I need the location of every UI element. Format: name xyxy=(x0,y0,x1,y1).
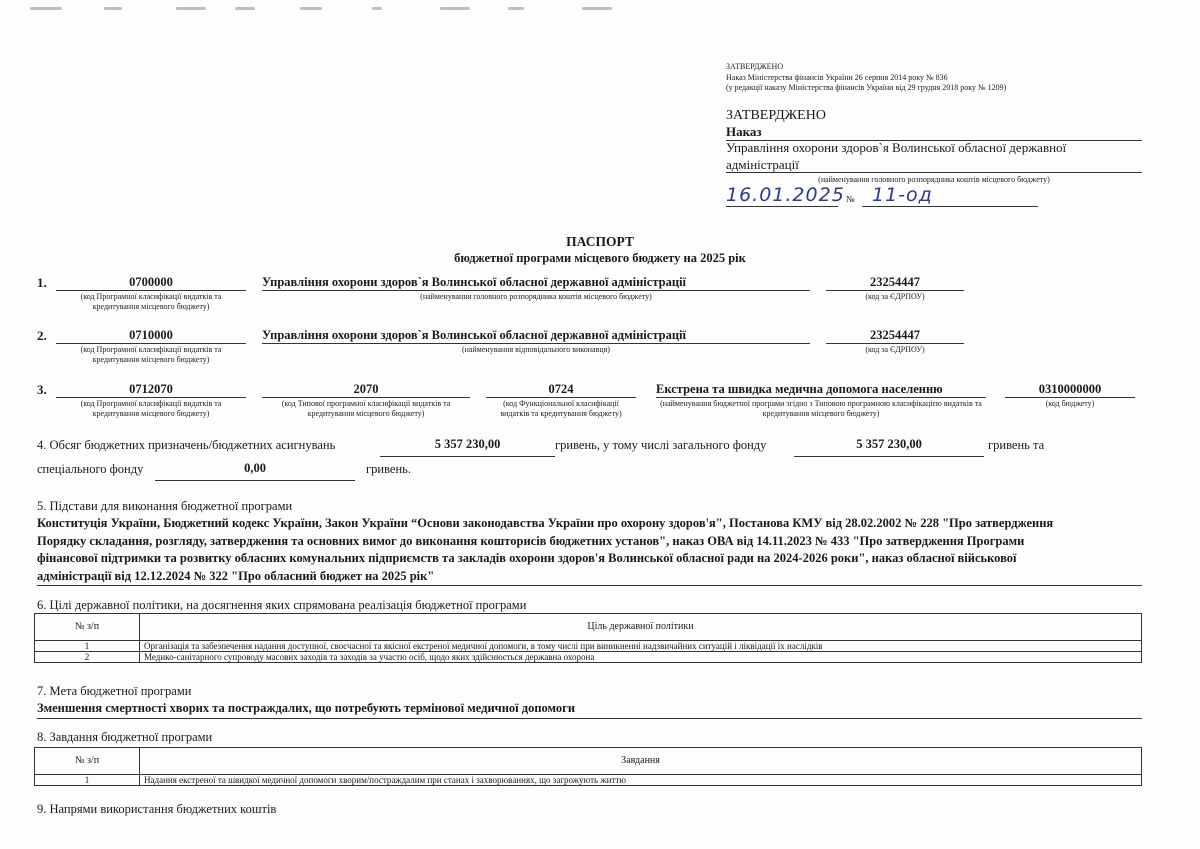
approval-header-label: ЗАТВЕРДЖЕНО xyxy=(726,62,784,71)
row2-executor-name: Управління охорони здоров`я Волинської обласної державної адміністрації xyxy=(262,327,810,344)
row3-typical-caption: (код Типової програмної класифікації видатків та кредитування місцевого бюджету) xyxy=(281,399,451,418)
table-row xyxy=(35,641,1142,652)
section7-goal: Зменшення смертності хворих та постраждалих, що потребують термінової медичної допомоги xyxy=(37,700,1142,719)
scan-artifact xyxy=(176,7,206,10)
cell-number: 2 xyxy=(35,652,140,663)
scan-artifact xyxy=(508,7,524,10)
section4-text5: гривень. xyxy=(366,462,411,476)
row2-program-code-caption: (код Програмної класифікації видатків та кредитування місцевого бюджету) xyxy=(80,345,222,364)
tasks-table xyxy=(34,747,1142,786)
row3-program-name: Екстрена та швидка медична допомога населенню xyxy=(656,381,986,398)
document-subtitle: бюджетної програми місцевого бюджету на 2025 рік xyxy=(454,251,746,265)
approval-number: 11-од xyxy=(862,184,1038,207)
table-row xyxy=(35,652,1142,663)
column-header-number: № з/п xyxy=(35,614,140,641)
approval-header xyxy=(726,62,1086,94)
row1-program-code-caption: (код Програмної класифікації видатків та кредитування місцевого бюджету) xyxy=(80,292,222,311)
row1-number: 1. xyxy=(37,275,47,290)
row3-program-caption: (найменування бюджетної програми згідно з Типовою програмною класифікацією видатків та кредитування місцевого бюджету) xyxy=(660,399,982,418)
section4-text1: 4. Обсяг бюджетних призначень/бюджетних асигнувань xyxy=(37,438,336,452)
approval-org: Управління охорони здоров`я Волинської обласної державної адміністрації xyxy=(726,139,1142,173)
column-header-goal: Ціль державної політики xyxy=(140,614,1142,641)
section9-heading: 9. Напрями використання бюджетних коштів xyxy=(37,802,277,816)
row2-edrpou-caption: (код за ЄДРПОУ) xyxy=(865,345,925,354)
scan-artifact xyxy=(300,7,322,10)
row3-functional-caption: (код Функціональної класифікації видатків та кредитування бюджету) xyxy=(500,399,622,418)
row3-number: 3. xyxy=(37,382,47,397)
row2-program-code: 0710000 xyxy=(56,327,246,344)
cell-goal: Медико-санітарного супроводу масових заходів та заходів за участю осіб, щодо яких здійснюється державна охорона xyxy=(140,652,1142,663)
scan-artifact xyxy=(372,7,382,10)
section5-line: фінансової підтримки та розвитку обласних комунальних підприємств та закладів охорони здоров'я Волинської обласної ради на 2024-2026 роки", наказ обласної військової xyxy=(37,551,1017,565)
approval-header-line1: Наказ Міністерства фінансів України 26 серпня 2014 року № 836 xyxy=(726,72,948,82)
cell-number: 1 xyxy=(35,641,140,652)
section4-general: 5 357 230,00 xyxy=(794,436,984,457)
row3-functional-code: 0724 xyxy=(486,381,636,398)
scan-artifact xyxy=(30,7,62,10)
row3-program-code: 0712070 xyxy=(56,381,246,398)
cell-task: Надання екстреної та швидкої медичної допомоги хворим/постраждалим при станах і захворюваннях, що загрожують життю xyxy=(140,775,1142,786)
row1-manager-caption: (найменування головного розпорядника коштів місцевого бюджету) xyxy=(420,292,652,301)
cell-number: 1 xyxy=(35,775,140,786)
section5-line: адміністрації від 12.12.2024 № 322 "Про обласний бюджет на 2025 рік" xyxy=(37,568,1142,587)
approval-date: 16.01.2025 xyxy=(726,184,845,206)
row1-edrpou: 23254447 xyxy=(826,274,964,291)
row1-edrpou-caption: (код за ЄДРПОУ) xyxy=(865,292,925,301)
section5-heading: 5. Підстави для виконання бюджетної програми xyxy=(37,499,293,513)
section7-heading: 7. Мета бюджетної програми xyxy=(37,684,192,698)
row3-typical-code: 2070 xyxy=(262,381,470,398)
section4-text2: гривень, у тому числі загального фонду xyxy=(555,438,767,452)
section4-text3: гривень та xyxy=(988,438,1045,452)
section4-total: 5 357 230,00 xyxy=(380,436,555,457)
approval-number-sign: № xyxy=(846,194,855,204)
approval-order: Наказ xyxy=(726,124,1142,141)
section5-line: Конституція України, Бюджетний кодекс України, Закон України “Основи законодавства України про охорону здоров'я", Постанова КМУ від 28.02.2002 № 228 "Про затвердження xyxy=(37,516,1054,530)
scan-artifact xyxy=(582,7,612,10)
row3-program-code-caption: (код Програмної класифікації видатків та кредитування місцевого бюджету) xyxy=(80,399,222,418)
scan-artifact xyxy=(440,7,470,10)
table-row xyxy=(35,775,1142,786)
approval-caption: (найменування головного розпорядника коштів місцевого бюджету) xyxy=(818,175,1050,184)
approval-label: ЗАТВЕРДЖЕНО xyxy=(726,108,826,123)
table-header-row xyxy=(35,614,1142,641)
row3-budget-code: 0310000000 xyxy=(1005,381,1135,398)
row2-edrpou: 23254447 xyxy=(826,327,964,344)
scan-artifact xyxy=(104,7,122,10)
column-header-number: № з/п xyxy=(35,748,140,775)
row2-number: 2. xyxy=(37,328,47,343)
approval-header-line2: (у редакції наказу Міністерства фінансів України від 29 грудня 2018 року № 1209) xyxy=(726,83,1007,92)
row3-budget-caption: (код бюджету) xyxy=(1045,399,1095,408)
section4-special: 0,00 xyxy=(155,460,355,481)
section5-basis xyxy=(37,515,1142,586)
row1-program-code: 0700000 xyxy=(56,274,246,291)
row1-manager-name: Управління охорони здоров`я Волинської обласної державної адміністрації xyxy=(262,274,810,291)
section8-heading: 8. Завдання бюджетної програми xyxy=(37,730,213,744)
cell-goal: Організація та забезпечення надання доступної, своєчасної та якісної екстреної медичної допомоги, в тому числі при виникненні надзвичайних ситуацій і ліквідації їх наслідків xyxy=(140,641,1142,652)
table-header-row xyxy=(35,748,1142,775)
section4-text4: спеціального фонду xyxy=(37,462,144,476)
policy-goals-table xyxy=(34,613,1142,663)
scan-artifact xyxy=(235,7,255,10)
section5-line: Порядку складання, розгляду, затвердження та основних вимог до виконання кошторисів бюджетних установ", наказ ОВА від 14.11.2023 № 433 "Про затвердження Програми xyxy=(37,533,1025,548)
column-header-task: Завдання xyxy=(140,748,1142,775)
section6-heading: 6. Цілі державної політики, на досягнення яких спрямована реалізація бюджетної програми xyxy=(37,598,527,612)
row2-executor-caption: (найменування відповідального виконавця) xyxy=(462,345,610,354)
document-title: ПАСПОРТ xyxy=(566,234,634,249)
